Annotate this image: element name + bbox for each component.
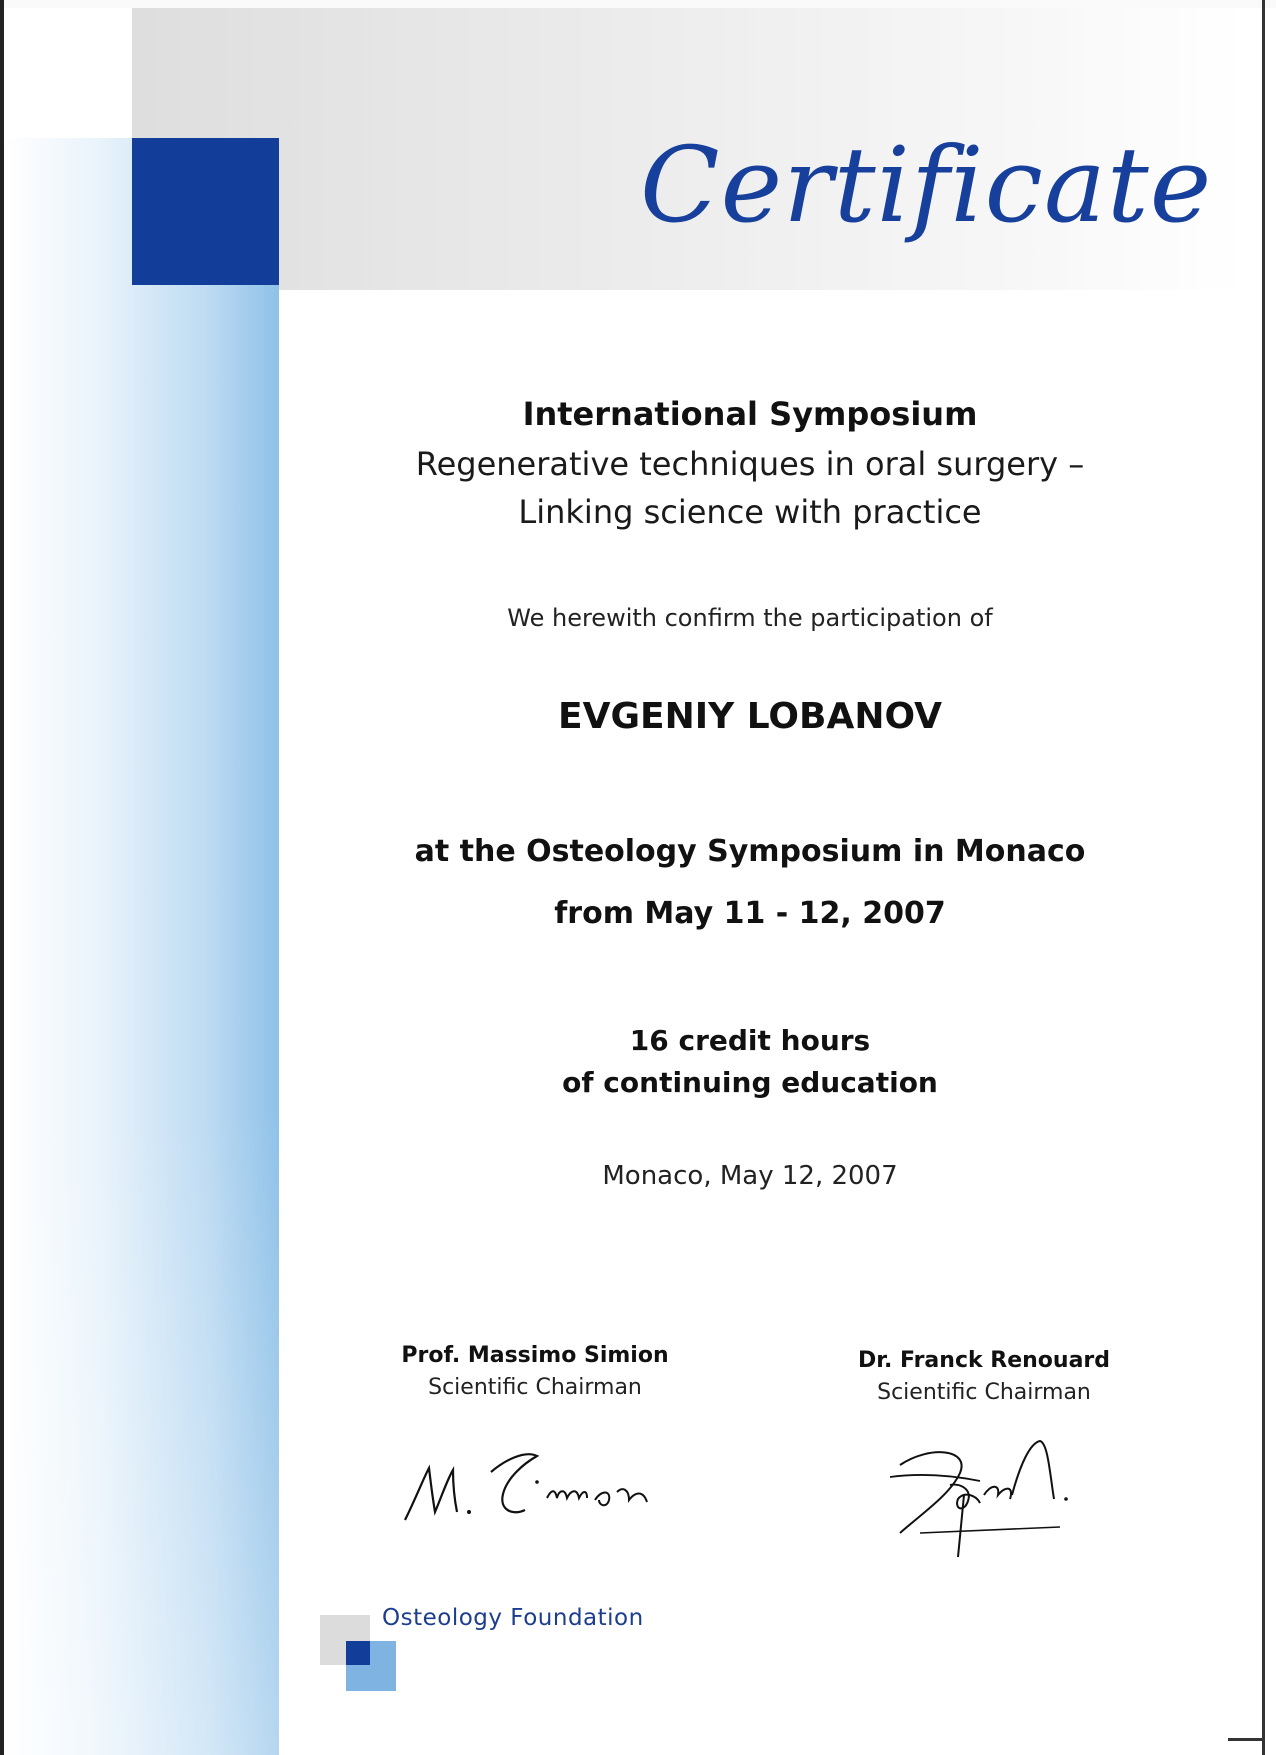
signer-role: Scientific Chairman xyxy=(428,1375,642,1400)
credit-hours-line-1: 16 credit hours xyxy=(629,1024,871,1057)
signer-name: Prof. Massimo Simion xyxy=(401,1343,669,1368)
scan-edge-top xyxy=(0,0,1276,8)
credit-hours-line-2: of continuing education xyxy=(562,1066,938,1099)
dates-line: from May 11 - 12, 2007 xyxy=(554,896,946,931)
header-blue-square xyxy=(132,138,279,285)
scan-edge-left xyxy=(0,0,4,1755)
credit-hours xyxy=(400,1020,1100,1104)
scan-edge-bottom xyxy=(1228,1738,1264,1741)
venue-line: at the Osteology Symposium in Monaco xyxy=(414,834,1086,869)
logo-square-dark xyxy=(346,1641,370,1665)
event-title: International Symposium xyxy=(522,395,978,433)
signer-left xyxy=(355,1340,715,1404)
signer-right xyxy=(804,1345,1164,1409)
event-subtitle-line-2: Linking science with practice xyxy=(518,493,982,531)
organization-name: Osteology Foundation xyxy=(382,1605,644,1631)
confirmation-text: We herewith confirm the participation of xyxy=(507,604,993,632)
participant-name: EVGENIY LOBANOV xyxy=(558,696,942,737)
event-subtitle xyxy=(400,440,1100,536)
certificate-title: Certificate xyxy=(640,124,1213,246)
event-subtitle-line-1: Regenerative techniques in oral surgery – xyxy=(415,445,1085,483)
side-blue-gradient-band xyxy=(4,138,279,1755)
place-and-date: Monaco, May 12, 2007 xyxy=(602,1161,898,1191)
signature-right xyxy=(880,1425,1080,1565)
signer-role: Scientific Chairman xyxy=(877,1380,1091,1405)
scan-edge-right xyxy=(1262,0,1265,1755)
signature-left xyxy=(395,1420,665,1530)
signer-name: Dr. Franck Renouard xyxy=(857,1348,1111,1373)
